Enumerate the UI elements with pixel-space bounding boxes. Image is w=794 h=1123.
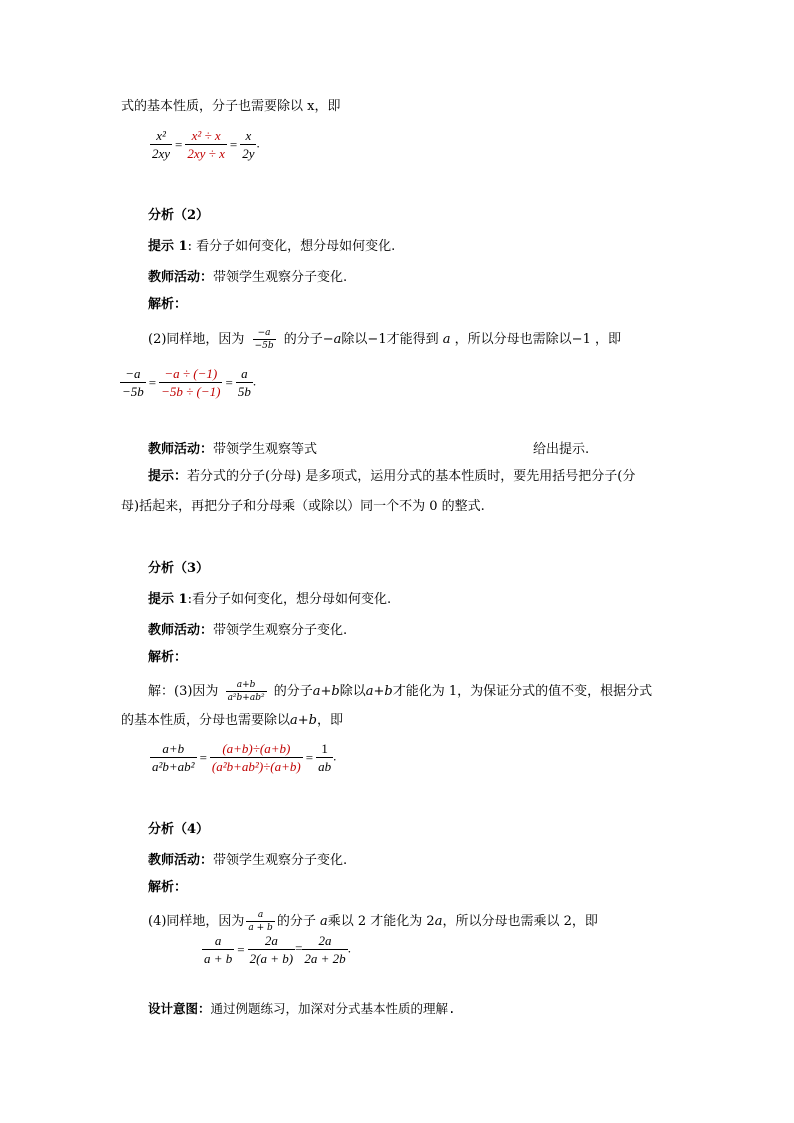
paragraph-3: 解：(3)因为 $\frac{a+b}{\text{a²b+ab²}}$ 的分子a+b除以a+b才能化为 1，为保证分式的值不变，根据分式: [148, 680, 653, 703]
paragraph-4: (4)同样地，因为 $\frac{a}{a + b}$ 的分子 a乘以 2 才能化为 2a，所以分母也需乘以 2，即: [148, 910, 598, 933]
fraction: $\frac{a+b}{\text{a²b+ab²}}$: [152, 741, 195, 774]
formula-2: $\frac{-a}{-5b}$ = $\frac{-a \div (-1)}{-5b \div (-1)}$ = $\frac{a}{5b}$ .: [122, 366, 257, 399]
fraction: $\frac{a}{5b}$: [237, 366, 251, 399]
formula-3: $\frac{a+b}{\text{a²b+ab²}}$ = $\frac{(a+b)\div(a+b)}{\text{(a²b+ab²)÷(a+b)}}$ = $\frac{1}{ab}$ .: [152, 741, 337, 774]
fraction: $\frac{2a}{2a + 2b}$: [304, 933, 346, 966]
formula-4: $\frac{a}{a + b}$ = $\frac{2a}{2(a + b)}$ = $\frac{2a}{2a + 2b}$ .: [204, 933, 351, 966]
fraction: $\frac{\text{x² ÷ x}}{2xy \div x}$: [187, 128, 225, 161]
analysis-label: 解析：: [148, 297, 188, 312]
analysis-label: 解析：: [148, 650, 188, 665]
fraction: $\frac{\text{x²}}{2xy}$: [152, 128, 171, 161]
fraction: $\frac{1}{ab}$: [318, 741, 332, 774]
fraction: $\frac{x}{2y}$: [242, 128, 255, 161]
formula-1: $\frac{\text{x²}}{2xy}$ = $\frac{\text{x² ÷ x}}{2xy \div x}$ = $\frac{x}{2y}$ .: [152, 128, 260, 161]
analysis-label: 解析：: [148, 880, 188, 895]
fraction: $\frac{(a+b)\div(a+b)}{\text{(a²b+ab²)÷(a+b)}}$: [211, 741, 301, 774]
inline-fraction: $\frac{a}{a + b}$: [248, 910, 273, 933]
teacher-activity-line: 教师活动：带领学生观察分子变化.: [148, 270, 348, 285]
fraction: $\frac{-a}{-5b}$: [122, 366, 144, 399]
teacher-activity-line: 教师活动：带领学生观察等式: [148, 442, 318, 457]
fraction: $\frac{-a \div (-1)}{-5b \div (-1)}$: [161, 366, 221, 399]
inline-fraction: $\frac{-a}{-5b}$: [254, 328, 274, 351]
section-heading-analysis-3: 分析（3）: [148, 561, 210, 576]
inline-fraction: $\frac{a+b}{\text{a²b+ab²}}$: [227, 680, 265, 703]
hint-line: 提示：若分式的分子(分母) 是多项式，运用分式的基本性质时，要先用括号把分子(分: [148, 469, 636, 484]
teacher-activity-line: 教师活动：带领学生观察分子变化.: [148, 623, 348, 638]
section-heading-analysis-2: 分析（2）: [148, 208, 210, 223]
paragraph-2: (2)同样地，因为 $\frac{-a}{-5b}$ 的分子−a除以−1才能得到 a ，所以分母也需除以−1 ，即: [148, 328, 621, 351]
hint-line-continued: 母)括起来，再把分子和分母乘（或除以）同一个不为 0 的整式.: [121, 499, 485, 514]
fraction: $\frac{2a}{2(a + b)}$: [249, 933, 294, 966]
paragraph-3-continued: 的基本性质，分母也需要除以a+b，即: [121, 713, 343, 728]
design-intent: 设计意图：通过例题练习，加深对分式基本性质的理解.: [148, 1001, 456, 1016]
hint-line: 提示 1: 看分子如何变化，想分母如何变化.: [148, 239, 396, 254]
fraction: $\frac{a}{a + b}$: [204, 933, 233, 966]
hint-line: 提示 1:看分子如何变化，想分母如何变化.: [148, 592, 392, 607]
text-line-1: 式的基本性质，分子也需要除以 x，即: [121, 99, 341, 114]
section-heading-analysis-4: 分析（4）: [148, 822, 210, 837]
teacher-activity-line: 教师活动：带领学生观察分子变化.: [148, 853, 348, 868]
hint-trailing: 给出提示.: [533, 442, 590, 457]
